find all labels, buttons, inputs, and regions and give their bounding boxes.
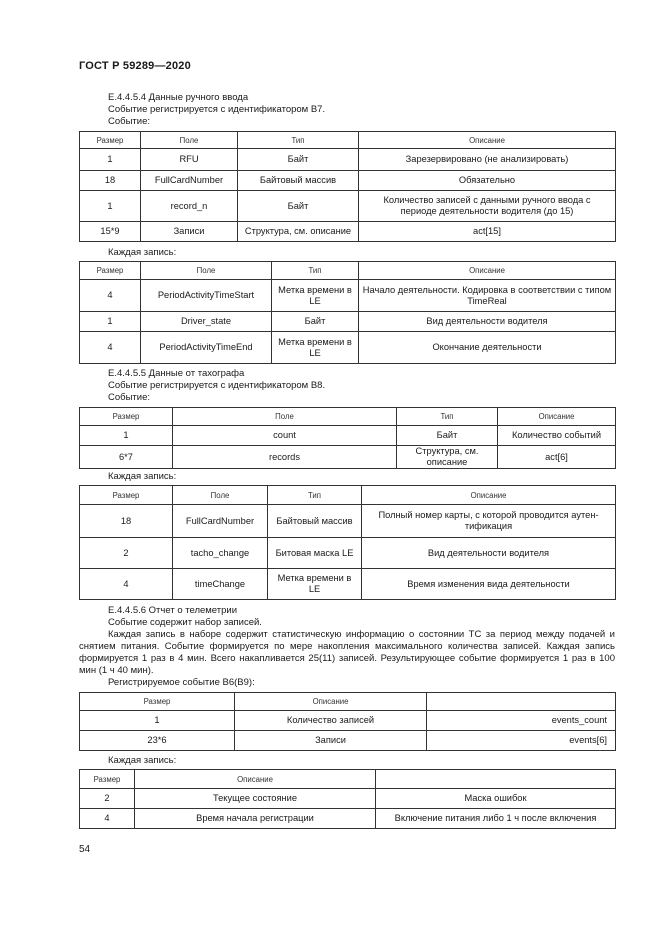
table-row: 23*6 Записи events[6] [80,731,616,751]
event-table-b8: Размер Поле Тип Описание 1 count Байт Количество событий 6*7 records Структура, см. описание act[6] [79,407,616,469]
section-text: Каждая запись: [108,755,177,766]
section-text: Регистрируемое событие В6(В9): [108,677,255,688]
col-field: Поле [141,132,238,149]
section-heading: Е.4.4.5.5 Данные от тахографа [108,368,245,379]
table-row: 4 timeChange Метка времени в LE Время изменения вида деятельности [80,569,616,600]
col-size: Размер [80,132,141,149]
section-text: Событие регистрируется с идентификатором В8. [108,380,326,391]
table-row: 4 PeriodActivityTimeEnd Метка времени в LE Окончание деятельности [80,332,616,364]
record-table-b6: Размер Описание 2 Текущее состояние Маска ошибок 4 Время начала регистрации Включение питания либо 1 ч после включения [79,769,616,829]
table-row: 1 RFU Байт Зарезервировано (не анализировать) [80,149,616,171]
table-row: 15*9 Записи Структура, см. описание act[15] [80,222,616,242]
record-table-b7: Размер Поле Тип Описание 4 PeriodActivityTimeStart Метка времени в LE Начало деятельности. Кодировка в соответствии с типом TimeReal 1 Driver_state Байт Вид деятельности водителя 4 PeriodActivityTimeEnd Метка времени в LE Окончание деятельности [79,261,616,364]
section-text: Событие: [108,116,150,127]
table-row: 18 FullCardNumber Байтовый массив Полный номер карты, с которой проводится аутен- тификация [80,505,616,538]
table-row: 1 count Байт Количество событий [80,426,616,446]
table-row: 1 Количество записей events_count [80,711,616,731]
section-text: Событие регистрируется с идентификатором В7. [108,104,326,115]
table-row: 2 tacho_change Битовая маска LE Вид деятельности водителя [80,538,616,569]
table-row: 4 Время начала регистрации Включение питания либо 1 ч после включения [80,809,616,829]
record-table-b8: Размер Поле Тип Описание 18 FullCardNumber Байтовый массив Полный номер карты, с которой проводится аутен- тификация 2 tacho_change Битовая маска LE Вид деятельности водителя 4 timeChange Метка времени в LE Время изменения вида деятельности [79,485,616,600]
section-text: Событие: [108,392,150,403]
table-row: 1 record_n Байт Количество записей с данными ручного ввода с периоде деятельности водителя (до 15) [80,191,616,222]
col-type: Тип [238,132,359,149]
section-text: Каждая запись: [108,247,177,258]
table-row: 18 FullCardNumber Байтовый массив Обязательно [80,171,616,191]
table-row: 4 PeriodActivityTimeStart Метка времени в LE Начало деятельности. Кодировка в соответствии с типом TimeReal [80,280,616,312]
section-paragraph: Каждая запись в наборе содержит статистическую информацию о состоянии ТС за период между подачей и снятием питания. Событие формируется по мере накопления максимального количества записей. Каждая запись формируется 1 раз в 4 мин. Всего накапливается 25(11) записей. Результирующее событие формируется 1 раз в 100 мин (1 ч 40 мин). [79,629,615,676]
section-heading: Е.4.4.5.6 Отчет о телеметрии [108,605,238,616]
table-row: 1 Driver_state Байт Вид деятельности водителя [80,312,616,332]
event-table-b6: Размер Описание 1 Количество записей events_count 23*6 Записи events[6] [79,692,616,751]
table-row: 2 Текущее состояние Маска ошибок [80,789,616,809]
section-text: Каждая запись: [108,471,177,482]
page-number: 54 [79,844,91,855]
section-heading: Е.4.4.5.4 Данные ручного ввода [108,92,249,103]
section-text: Событие содержит набор записей. [108,617,262,628]
col-desc: Описание [359,132,616,149]
document-header: ГОСТ Р 59289—2020 [79,60,191,72]
event-table-b7 [79,131,616,242]
table-row: 6*7 records Структура, см. описание act[6] [80,446,616,469]
